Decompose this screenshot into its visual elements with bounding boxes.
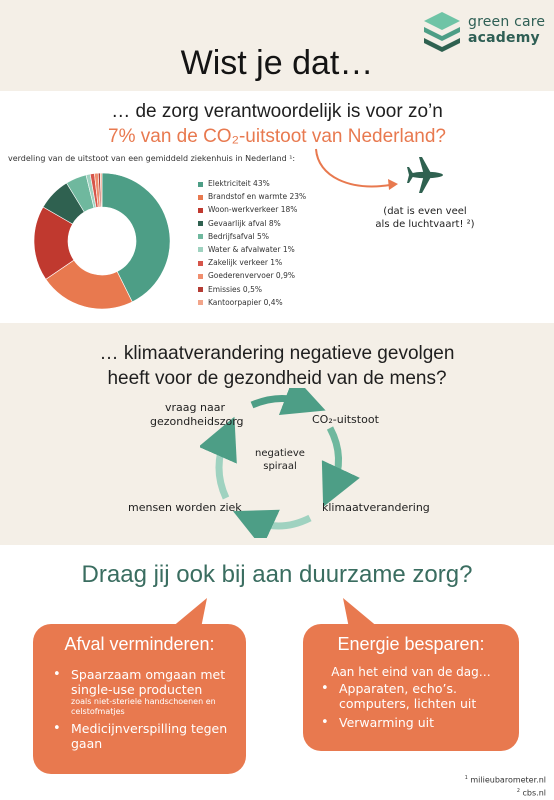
legend-swatch (198, 234, 203, 239)
chart-caption: verdeling van de uitstoot van een gemiddeld ziekenhuis in Nederland ¹: (8, 154, 296, 163)
plane-note-line-2: als de luchtvaart! ²) (375, 219, 475, 230)
cycle-arrow-top (252, 398, 306, 405)
legend-item-3 (198, 217, 306, 230)
legend-label: Brandstof en warmte 23% (208, 192, 307, 202)
legend-swatch (198, 182, 203, 187)
donut-chart (10, 171, 195, 311)
legend-swatch (198, 300, 203, 305)
brand-line-2: academy (468, 30, 540, 46)
plane-note (355, 205, 495, 231)
heading-line-2: 7% van de CO₂-uitstoot van Nederland? (108, 126, 446, 147)
bubble-tail (171, 598, 207, 628)
airplane-icon (404, 153, 448, 197)
sources (465, 773, 546, 798)
legend-label: Zakelijk verkeer 1% (208, 258, 283, 268)
page-title: Wist je dat… (180, 44, 374, 82)
legend-item-2 (198, 203, 306, 216)
heading-line-1: … de zorg verantwoordelijk is voor zo’n (111, 101, 443, 122)
item-subtext: zoals niet-steriele handschoenen en celstofmatjes (71, 697, 216, 716)
section-health-heading (0, 341, 554, 391)
bubble-energy-item-2: • Verwarming uit (317, 715, 519, 730)
section-co2-heading (0, 99, 554, 149)
legend-item-5 (198, 243, 306, 256)
cycle-arrow-left (219, 436, 226, 498)
cycle-arrow-right (330, 428, 339, 488)
legend-item-7 (198, 269, 306, 282)
bubble-waste-item-1 (49, 667, 246, 717)
bubble-waste-title: Afval verminderen: (64, 634, 215, 654)
heading-line-1: … klimaatverandering negatieve gevolgen (99, 343, 455, 364)
legend-swatch (198, 274, 203, 279)
chart-legend (198, 177, 306, 309)
plane-note-line-1: (dat is even veel (383, 206, 467, 217)
legend-swatch (198, 247, 203, 252)
cycle-label-sick: mensen worden ziek (128, 501, 242, 514)
bubble-waste (33, 624, 246, 774)
cycle-arrow-bottom (252, 518, 310, 526)
source-1: $^1$ milieubarometer.nl (464, 775, 546, 785)
legend-item-8 (198, 283, 306, 296)
legend-swatch (198, 195, 203, 200)
item-text: Spaarzaam omgaan met single-use producten (71, 667, 226, 697)
legend-label: Goederenvervoer 0,9% (208, 271, 295, 281)
curved-arrow-icon (310, 147, 400, 199)
legend-item-9 (198, 296, 306, 309)
header (0, 0, 554, 91)
section-action-heading: Draag jij ook bij aan duurzame zorg? (81, 561, 473, 588)
legend-label: Bedrijfsafval 5% (208, 231, 269, 241)
legend-swatch (198, 221, 203, 226)
cycle-label-climate: klimaatverandering (322, 501, 430, 514)
bubble-energy-title: Energie besparen: (337, 634, 485, 654)
legend-swatch (198, 261, 203, 266)
section-co2 (0, 91, 554, 323)
section-action (0, 545, 554, 800)
bubble-energy-item-1: • Apparaten, echo’s. computers, lichten uit (317, 681, 519, 711)
legend-item-6 (198, 256, 306, 269)
source-2: $^2$ cbs.nl (516, 788, 546, 798)
brand-line-1: green care (468, 14, 546, 30)
legend-item-0 (198, 177, 306, 190)
legend-item-1 (198, 190, 306, 203)
legend-swatch (198, 208, 203, 213)
legend-label: Gevaarlijk afval 8% (208, 218, 281, 228)
cycle-label-co2: CO₂-uitstoot (312, 413, 379, 426)
legend-item-4 (198, 230, 306, 243)
heading-line-2: heeft voor de gezondheid van de mens? (107, 368, 447, 389)
cycle-label-demand: vraag naar gezondheidszorg (150, 401, 244, 428)
legend-label: Emissies 0,5% (208, 284, 262, 294)
legend-swatch (198, 287, 203, 292)
source-1-text: milieubarometer.nl (470, 775, 546, 785)
source-2-text: cbs.nl (522, 788, 546, 798)
bubble-tail (343, 598, 379, 628)
legend-label: Elektriciteit 43% (208, 179, 270, 188)
bubble-waste-item-2: • Medicijnverspilling tegen gaan (49, 721, 246, 751)
section-health (0, 323, 554, 545)
cycle-center-label: negatieve spiraal (255, 448, 305, 472)
legend-label: Kantoorpapier 0,4% (208, 297, 283, 307)
legend-label: Woon-werkverkeer 18% (208, 205, 298, 215)
bubble-energy (303, 624, 519, 751)
bubble-energy-intro: Aan het eind van de dag… (331, 665, 491, 679)
legend-label: Water & afvalwater 1% (208, 244, 295, 254)
